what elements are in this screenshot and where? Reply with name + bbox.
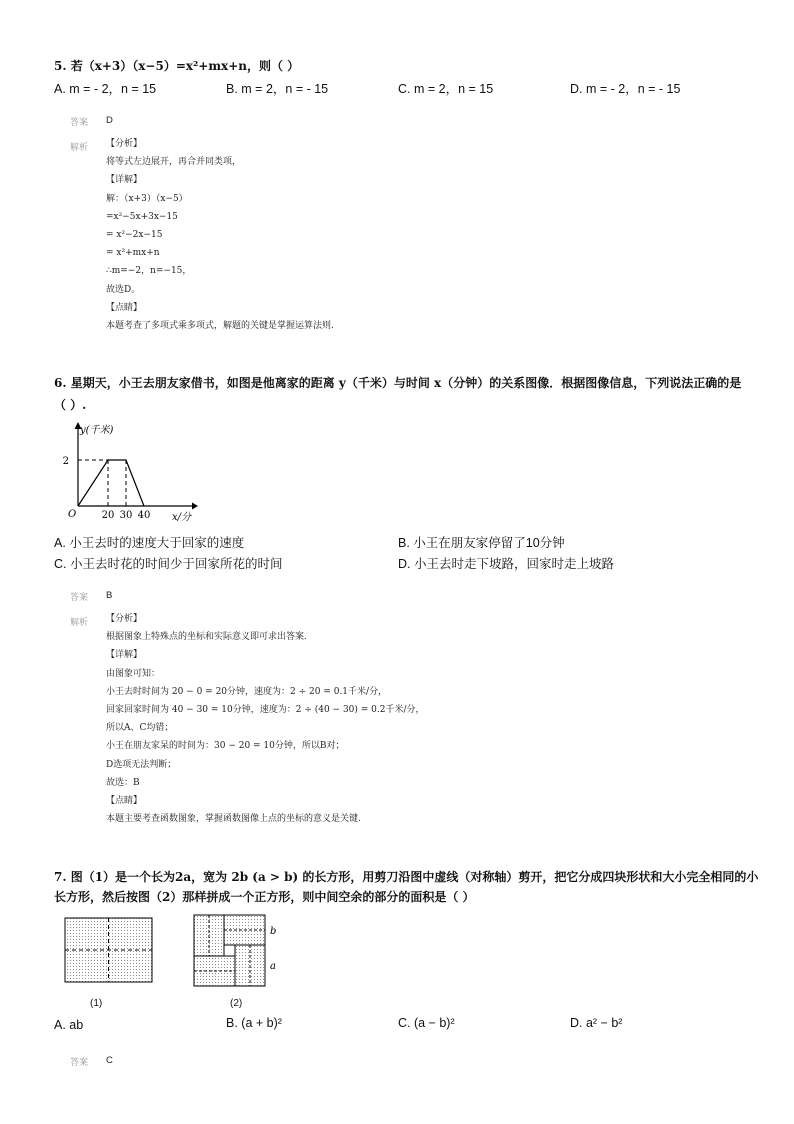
q7-option-d[interactable] bbox=[570, 1016, 622, 1030]
q7-figure-1-caption: (1) bbox=[90, 998, 103, 1009]
q5-option-a[interactable]: A. m = - 2，n = 15 bbox=[54, 82, 157, 96]
q6-distance-time-graph bbox=[56, 418, 201, 526]
q6-stem-line1: 6. 星期天，小王去朋友家借书，如图是他离家的距离 y（千米）与时间 x（分钟）的关系图像．根据图像信息，下列说法正确的是 bbox=[54, 376, 742, 390]
q7-figure-2 bbox=[190, 912, 286, 992]
solution-line: 小王去时时间为 20 − 0 = 20分钟，速度为：2 ÷ 20 = 0.1千米/分， bbox=[106, 686, 388, 697]
q6-option-d[interactable]: D. 小王去时走下坡路，回家时走上坡路 bbox=[398, 557, 614, 571]
q6-stem-line2: （ ）. bbox=[54, 398, 87, 412]
y-tick-2: 2 bbox=[62, 456, 69, 467]
solution-line: 【分析】 bbox=[106, 139, 143, 149]
q7-option-d-text: D. a² − b² bbox=[570, 1016, 623, 1030]
q6-answer: B bbox=[106, 590, 113, 601]
label-b: b bbox=[270, 926, 277, 937]
q6-option-a[interactable]: A. 小王去时的速度大于回家的速度 bbox=[54, 536, 245, 550]
distance-line bbox=[78, 460, 144, 506]
y-axis-label: y(千米) bbox=[80, 425, 114, 436]
solution-line: = x²−2x−15 bbox=[106, 229, 163, 240]
solution-line: = x²+mx+n bbox=[106, 248, 160, 259]
q7-option-c-text: C. (a − b)² bbox=[398, 1016, 455, 1030]
solution-line: =x²−5x+3x−15 bbox=[106, 211, 178, 222]
solution-line: ∴m=−2，n=−15， bbox=[106, 266, 192, 277]
q6-solution bbox=[106, 610, 425, 828]
q7-option-b[interactable] bbox=[226, 1016, 282, 1030]
q6-option-b[interactable]: B. 小王在朋友家停留了10分钟 bbox=[398, 536, 565, 550]
solution-line: 小王在朋友家呆的时间为：30 − 20 = 10分钟，所以B对； bbox=[106, 741, 345, 752]
origin-label: O bbox=[68, 509, 77, 520]
solution-line: 本题主要考查函数图象，掌握函数图像上点的坐标的意义是关键. bbox=[106, 814, 361, 825]
solution-line: 【详解】 bbox=[106, 175, 143, 186]
solution-line: 【点睛】 bbox=[106, 302, 143, 313]
solution-line: 本题考查了多项式乘多项式，解题的关键是掌握运算法则. bbox=[106, 320, 334, 331]
q6-analysis-label: 解析 bbox=[70, 618, 89, 628]
q7-answer: C bbox=[106, 1055, 113, 1066]
x-axis-label: x/分 bbox=[172, 512, 192, 523]
q7-answer-label: 答案 bbox=[70, 1058, 89, 1068]
q7-option-b-text: B. (a + b)² bbox=[226, 1016, 282, 1030]
solution-line: 故选D。 bbox=[106, 284, 141, 295]
q5-option-c[interactable]: C. m = 2，n = 15 bbox=[398, 82, 494, 96]
q7-option-a[interactable]: A. ab bbox=[54, 1018, 84, 1032]
q5-analysis-label: 解析 bbox=[70, 143, 89, 153]
solution-line: 【详解】 bbox=[106, 650, 143, 661]
solution-line: D选项无法判断； bbox=[106, 759, 177, 770]
center-empty-square bbox=[224, 945, 235, 956]
x-tick-30: 30 bbox=[119, 510, 133, 521]
x-axis-arrow bbox=[192, 503, 198, 510]
solution-line: 由图象可知： bbox=[106, 668, 161, 679]
q5-stem: 5. 若（x+3）（x−5）=x²+mx+n，则（ ） bbox=[54, 59, 300, 73]
q7-stem-line1: 7. 图（1）是一个长为2a，宽为 2b (a > b) 的长方形，用剪刀沿图中虚线（对称轴）剪开，把它分成四块形状和大小完全相同的小 bbox=[54, 870, 759, 884]
q6-option-c[interactable]: C. 小王去时花的时间少于回家所花的时间 bbox=[54, 557, 283, 571]
q7-stem-line2: 长方形，然后按图（2）那样拼成一个正方形，则中间空余的部分的面积是（ ） bbox=[54, 890, 475, 904]
solution-line: 根据图象上特殊点的坐标和实际意义即可求出答案. bbox=[106, 632, 307, 643]
q7-figure-2-caption: (2) bbox=[230, 998, 243, 1009]
q5-option-d[interactable]: D. m = - 2，n = - 15 bbox=[570, 82, 681, 96]
x-tick-40: 40 bbox=[137, 510, 151, 521]
solution-line: 解：（x+3）（x−5） bbox=[106, 193, 188, 204]
solution-line: 将等式左边展开，再合并同类项， bbox=[106, 157, 242, 168]
q5-option-b[interactable]: B. m = 2，n = - 15 bbox=[226, 82, 329, 96]
q5-answer-label: 答案 bbox=[70, 118, 89, 128]
label-a: a bbox=[270, 961, 276, 972]
q7-figure-1 bbox=[60, 914, 156, 990]
q6-answer-label: 答案 bbox=[70, 593, 89, 603]
q5-answer: D bbox=[106, 115, 113, 126]
solution-line: 【点睛】 bbox=[106, 795, 143, 806]
q5-solution bbox=[106, 135, 334, 335]
q7-option-c[interactable] bbox=[398, 1016, 455, 1030]
x-tick-20: 20 bbox=[101, 510, 115, 521]
solution-line: 回家回家时间为 40 − 30 = 10分钟，速度为：2 ÷ (40 − 30) = 0.2千米/分， bbox=[106, 704, 425, 715]
solution-line: 所以A、C均错； bbox=[106, 723, 174, 734]
solution-line: 故选：B bbox=[106, 777, 140, 788]
solution-line: 【分析】 bbox=[106, 614, 143, 624]
